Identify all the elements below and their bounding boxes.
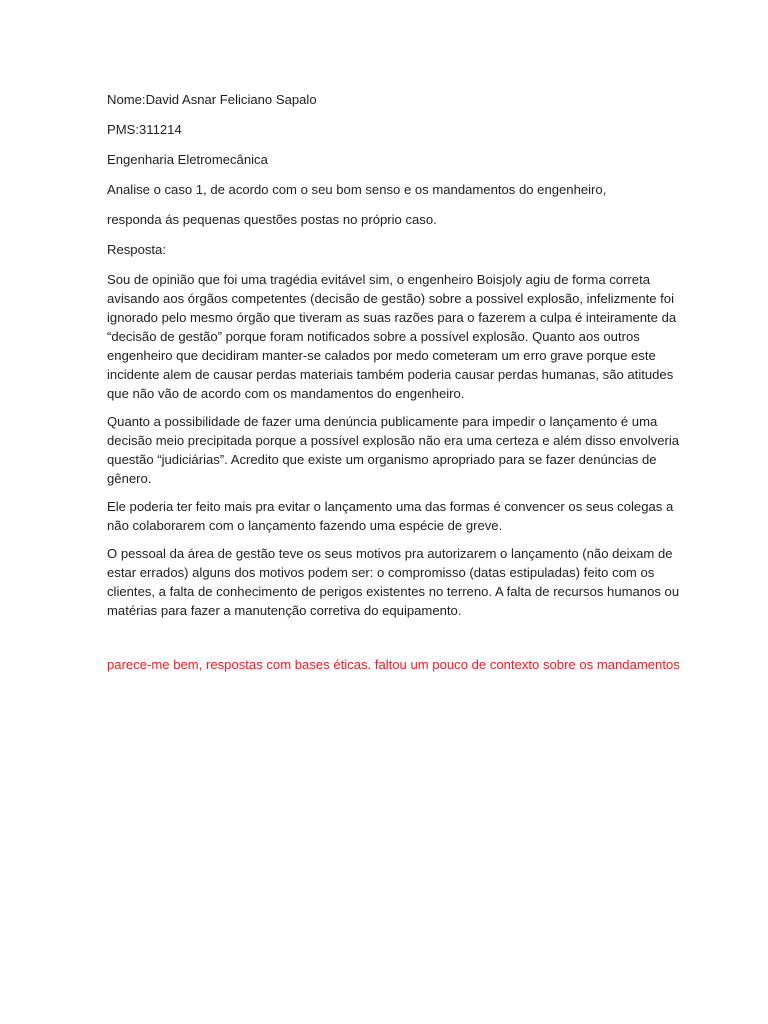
paragraph-line: Sou de opinião que foi uma tragédia evitável sim, o engenheiro Boisjoly agiu de forma correta xyxy=(107,272,650,287)
paragraph-line: clientes, a falta de conhecimento de perigos existentes no terreno. A falta de recursos humanos ou xyxy=(107,584,680,599)
teacher-feedback: parece-me bem, respostas com bases éticas. faltou um pouco de contexto sobre os mandamentos xyxy=(107,657,680,672)
instruction-line-2: responda ás pequenas questões postas no próprio caso. xyxy=(107,212,437,227)
paragraph-line: não colaborarem com o lançamento fazendo uma espécie de greve. xyxy=(107,518,503,533)
student-name: Nome:David Asnar Feliciano Sapalo xyxy=(107,92,317,107)
paragraph-line: incidente alem de causar perdas materiais também poderia causar perdas humanas, são atitudes xyxy=(107,367,674,382)
paragraph-line: ignorado pelo mesmo órgão que tiveram as suas razões para o fazerem a culpa é inteiramente da xyxy=(107,310,677,325)
answer-paragraph-2 xyxy=(107,412,680,488)
paragraph-line: O pessoal da área de gestão teve os seus motivos pra autorizarem o lançamento (não deixam de xyxy=(107,546,673,561)
paragraph-line: estar errados) alguns dos motivos podem ser: o compromisso (datas estipuladas) feito com os xyxy=(107,565,655,580)
paragraph-line: gênero. xyxy=(107,471,152,486)
paragraph-line: que não vão de acordo com os mandamentos do engenheiro. xyxy=(107,386,465,401)
paragraph-line: matérias para fazer a manutenção corretiva do equipamento. xyxy=(107,603,462,618)
answer-paragraph-4 xyxy=(107,544,680,620)
paragraph-line: Quanto a possibilidade de fazer uma denúncia publicamente para impedir o lançamento é uma xyxy=(107,414,658,429)
paragraph-line: “decisão de gestão” porque foram notificados sobre a possível explosão. Quanto aos outros xyxy=(107,329,640,344)
paragraph-line: decisão meio precipitada porque a possível explosão não era uma certeza e além disso envolveria xyxy=(107,433,680,448)
paragraph-line: Ele poderia ter feito mais pra evitar o lançamento uma das formas é convencer os seus colegas a xyxy=(107,499,674,514)
answer-paragraph-1 xyxy=(107,270,677,403)
student-pms: PMS:311214 xyxy=(107,122,182,137)
document-body xyxy=(107,90,680,629)
paragraph-line: questão “judiciárias”. Acredito que existe um organismo apropriado para se fazer denúncias de xyxy=(107,452,657,467)
paragraph-line: avisando aos órgãos competentes (decisão de gestão) sobre a possivel explosão, infelizmente foi xyxy=(107,291,675,306)
course-name: Engenharia Eletromecânica xyxy=(107,152,268,167)
paragraph-line: engenheiro que decidiram manter-se calados por medo cometeram um erro grave porque este xyxy=(107,348,656,363)
answer-label: Resposta: xyxy=(107,242,166,257)
answer-paragraph-3 xyxy=(107,497,674,535)
instruction-line-1: Analise o caso 1, de acordo com o seu bom senso e os mandamentos do engenheiro, xyxy=(107,182,607,197)
